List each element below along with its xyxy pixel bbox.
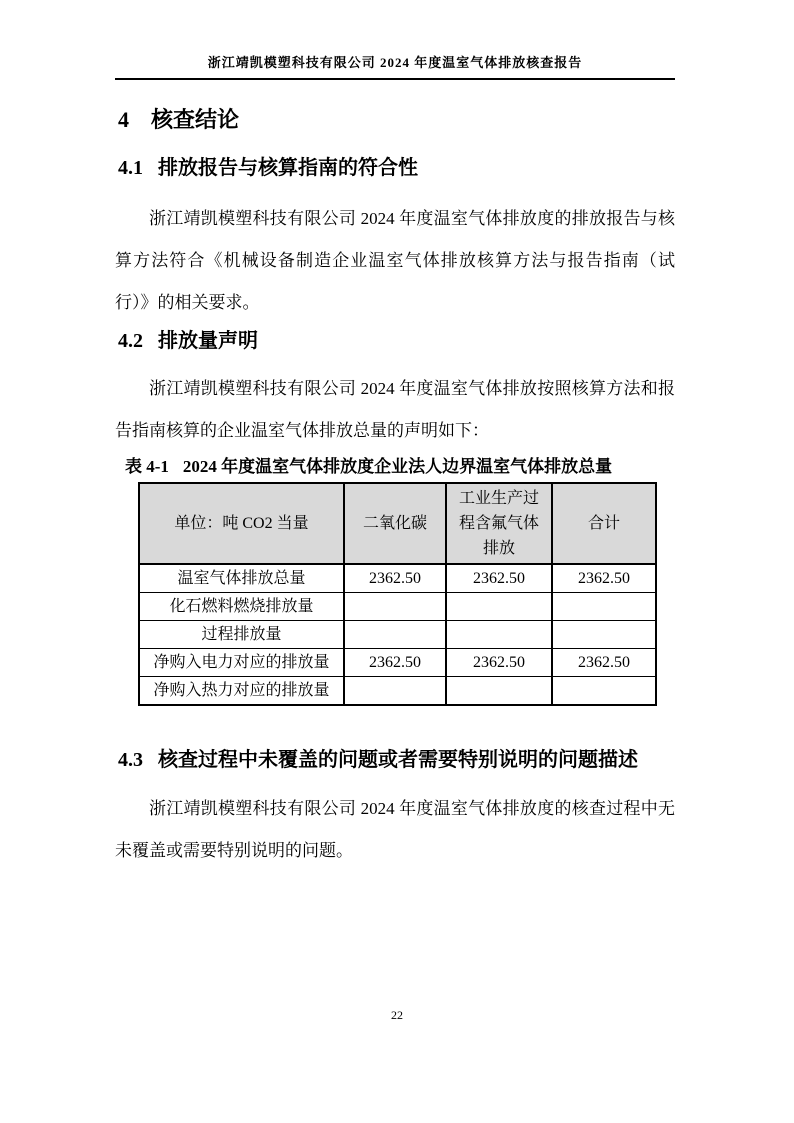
section-number: 4: [118, 107, 129, 132]
table-header-cell-total: 合计: [552, 483, 656, 564]
cell-total: [552, 593, 656, 621]
row-label: 净购入热力对应的排放量: [139, 677, 344, 706]
cell-co2: [344, 593, 446, 621]
row-label: 温室气体排放总量: [139, 564, 344, 593]
cell-fluorinated: 2362.50: [446, 649, 552, 677]
row-label: 净购入电力对应的排放量: [139, 649, 344, 677]
cell-fluorinated: [446, 621, 552, 649]
cell-total: [552, 677, 656, 706]
table-header-cell-fluorinated: 工业生产过程含氟气体排放: [446, 483, 552, 564]
table-row: [139, 649, 656, 677]
cell-co2: 2362.50: [344, 649, 446, 677]
section-title: 排放量声明: [158, 330, 258, 352]
table-row: [139, 593, 656, 621]
cell-total: [552, 621, 656, 649]
section-heading-4-3: [118, 748, 638, 772]
section-title: 排放报告与核算指南的符合性: [158, 157, 418, 179]
section-heading-4: [118, 107, 239, 133]
page-header-title: 浙江靖凯模塑科技有限公司 2024 年度温室气体排放核查报告: [207, 55, 583, 70]
cell-fluorinated: 2362.50: [446, 564, 552, 593]
cell-total: 2362.50: [552, 564, 656, 593]
emissions-table: [138, 482, 657, 706]
table-row: [139, 564, 656, 593]
section-number: 4.3: [118, 749, 143, 771]
row-label: 过程排放量: [139, 621, 344, 649]
section-heading-4-2: [118, 329, 258, 353]
section-number: 4.1: [118, 157, 143, 179]
cell-co2: [344, 621, 446, 649]
paragraph-4-1: 浙江靖凯模塑科技有限公司 2024 年度温室气体排放度的排放报告与核算方法符合《机械设备制造企业温室气体排放核算方法与报告指南（试行）》的相关要求。: [115, 209, 675, 312]
paragraph-4-2: 浙江靖凯模塑科技有限公司 2024 年度温室气体排放按照核算方法和报告指南核算的企业温室气体排放总量的声明如下：: [115, 379, 675, 440]
cell-co2: [344, 677, 446, 706]
section-title: 核查结论: [151, 107, 240, 132]
section-number: 4.2: [118, 330, 143, 352]
cell-total: 2362.50: [552, 649, 656, 677]
cell-fluorinated: [446, 677, 552, 706]
table-header-cell-co2: 二氧化碳: [344, 483, 446, 564]
cell-co2: 2362.50: [344, 564, 446, 593]
paragraph-4-3: 浙江靖凯模塑科技有限公司 2024 年度温室气体排放度的核查过程中无未覆盖或需要特别说明的问题。: [115, 799, 675, 860]
page-number: 22: [391, 1008, 403, 1022]
row-label: 化石燃料燃烧排放量: [139, 593, 344, 621]
table-header-cell-unit: 单位：吨 CO2 当量: [139, 483, 344, 564]
section-heading-4-1: [118, 156, 418, 180]
table-row: [139, 677, 656, 706]
section-title: 核查过程中未覆盖的问题或者需要特别说明的问题描述: [158, 749, 638, 771]
page-header: [115, 52, 675, 80]
cell-fluorinated: [446, 593, 552, 621]
table-caption: [125, 452, 612, 477]
table-row: [139, 621, 656, 649]
table-caption-text: 2024 年度温室气体排放度企业法人边界温室气体排放总量: [182, 457, 613, 476]
table-caption-label: 表 4-1: [125, 457, 169, 476]
table-header-row: [139, 483, 656, 564]
